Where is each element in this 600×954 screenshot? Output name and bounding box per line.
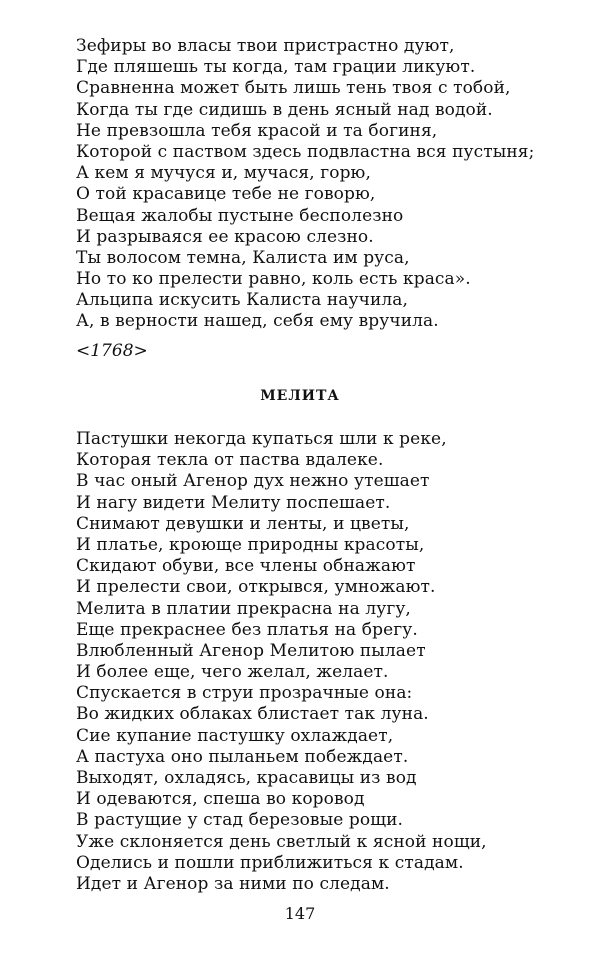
page-number: 147 — [284, 904, 316, 923]
verse-line: В час оный Агенор дух нежно утешает — [76, 471, 430, 492]
verse-line: И нагу видети Мелиту поспешает. — [76, 492, 391, 513]
verse-line: Но то ко прелести равно, коль есть краса». — [76, 269, 471, 290]
verse-line: Альципа искусить Калиста научила, — [76, 290, 409, 311]
verse-line: А кем я мучуся и, мучася, горю, — [76, 163, 371, 184]
verse-line: Влюбленный Агенор Мелитою пылает — [76, 640, 426, 661]
verse-line: Не превзошла тебя красой и та богиня, — [76, 120, 438, 141]
verse-line: А, в верности нашед, себя ему вручила. — [76, 311, 439, 332]
verse-line: Сравненна может быть лишь тень твоя с тобой, — [76, 78, 511, 99]
verse-line: Вещая жалобы пустыне бесполезно — [76, 205, 404, 226]
verse-line: Когда ты где сидишь в день ясный над водой. — [76, 99, 493, 120]
verse-line: Мелита в платии прекрасна на лугу, — [76, 598, 411, 619]
verse-line: Ты волосом темна, Калиста им руса, — [76, 247, 410, 268]
verse-line: А пастуха оно пыланьем побеждает. — [76, 746, 409, 767]
verse-line: Пастушки некогда купаться шли к реке, — [76, 429, 447, 449]
verse-line: И разрываяся ее красою слезно. — [76, 226, 374, 247]
verse-line: Уже склоняется день светлый к ясной нощи, — [76, 831, 487, 852]
poem-title: МЕЛИТА — [260, 388, 340, 404]
verse-line: В растущие у стад березовые рощи. — [76, 810, 404, 831]
poem-ending-verse — [76, 36, 576, 333]
verse-line: О той красавице тебе не говорю, — [76, 184, 376, 205]
verse-line: И прелести свои, открывся, умножают. — [76, 577, 436, 598]
poem-verse — [76, 429, 576, 895]
verse-line: И платье, кроюще природны красоты, — [76, 534, 425, 555]
verse-line: Снимают девушки и ленты, и цветы, — [76, 513, 410, 534]
verse-line: И более еще, чего желал, желает. — [76, 662, 389, 683]
verse-line: Скидают обуви, все члены обнажают — [76, 556, 416, 577]
verse-line: Еще прекраснее без платья на брегу. — [76, 619, 418, 640]
verse-line: Оделись и пошли приближиться к стадам. — [76, 852, 464, 873]
verse-line: Спускается в струи прозрачные она: — [76, 683, 413, 704]
verse-line: Во жидких облаках блистает так луна. — [76, 704, 429, 725]
verse-line: Которой с паством здесь подвластна вся пустыня; — [76, 141, 535, 162]
verse-line: Идет и Агенор за ними по следам. — [76, 873, 390, 894]
verse-line: Сие купание пастушку охлаждает, — [76, 725, 394, 746]
verse-line: Зефиры во власы твои пристрастно дуют, — [76, 36, 455, 56]
verse-line: Где пляшешь ты когда, там грации ликуют. — [76, 57, 476, 78]
verse-line: Выходят, охладясь, красавицы из вод — [76, 768, 417, 788]
verse-line: Которая текла от паства вдалеке. — [76, 450, 384, 471]
verse-line: И одеваются, спеша во коровод — [76, 789, 365, 810]
poem-date: <1768> — [76, 341, 148, 361]
